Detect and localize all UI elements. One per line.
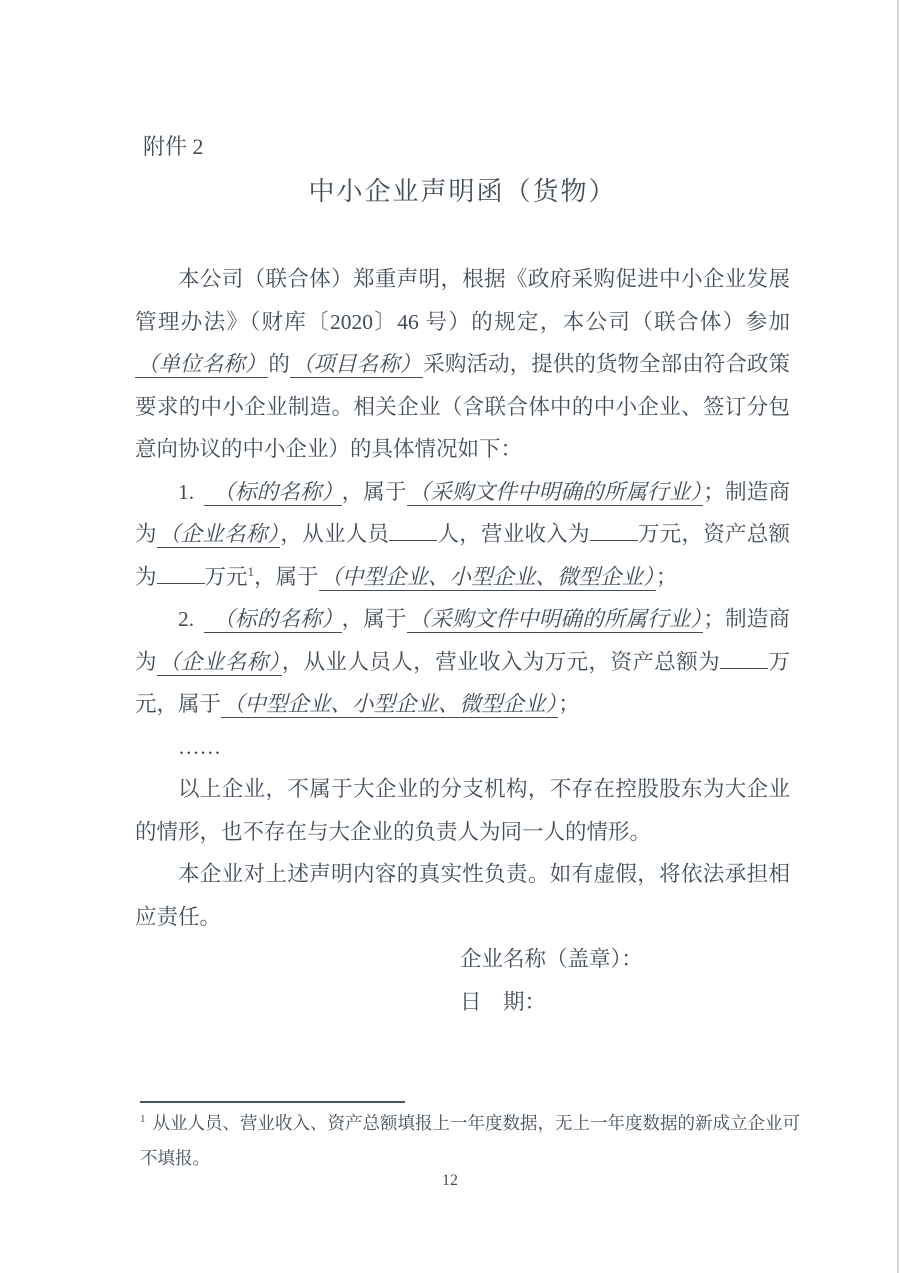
item1-number: 1.	[178, 479, 195, 504]
scan-edge-line	[897, 0, 899, 1273]
ellipsis-line: ……	[178, 734, 221, 759]
item1-text: 人，营业收入为	[437, 522, 590, 546]
item1-text: 万元，资产总额为	[135, 522, 790, 589]
item1-text: ，属于	[254, 564, 319, 589]
item1-text: ，从业人员	[280, 522, 390, 546]
placeholder-enterprise-types-1: （中型企业、小型企业、微型企业）	[320, 564, 654, 589]
footnote	[140, 1106, 800, 1176]
footnote-marker: 1	[140, 1113, 146, 1126]
placeholder-unit-name: （单位名称）	[137, 352, 267, 376]
item1-text: ，属于	[341, 479, 407, 504]
placeholder-company-name-2: （企业名称）	[158, 649, 280, 674]
item2-text: ，从业人员人，营业收入为万元，资产总额为	[281, 649, 721, 674]
footnote-separator	[140, 1101, 405, 1103]
declaration-tail: 采购活动，提供的货物全部由符合政策要求的中小企业制造。相关企业（含联合体中的中小企业、签订分包意向协议的中小企业）的具体情况如下：	[135, 352, 790, 461]
placeholder-industry-1: （采购文件中明确的所属行业）	[408, 479, 702, 504]
signature-date-line: 日 期：	[460, 989, 547, 1014]
placeholder-enterprise-types-2: （中型企业、小型企业、微型企业）	[223, 692, 557, 716]
paragraph-no-big-enterprise: 以上企业，不属于大企业的分支机构，不存在控股股东为大企业的情形，也不存在与大企业的负责人为同一人的情形。	[135, 777, 790, 844]
declaration-mid: 的	[268, 352, 290, 376]
blank-line-staff	[389, 519, 437, 542]
item1-text: ；制造商为	[135, 479, 790, 546]
document-body	[135, 258, 790, 1023]
list-item-1	[135, 471, 790, 599]
placeholder-industry-2: （采购文件中明确的所属行业）	[408, 607, 702, 631]
signature-company-line: 企业名称（盖章）：	[460, 947, 643, 971]
attachment-label: 附件 2	[143, 134, 204, 159]
item2-text: ，属于	[341, 607, 407, 631]
paragraph-declaration	[135, 258, 790, 471]
declaration-lead: 本公司（联合体）郑重声明，根据《政府采购促进中小企业发展管理办法》（财库〔2020〕46 号）的规定，本公司（联合体）参加	[135, 267, 790, 334]
placeholder-subject-name-1: （标的名称）	[204, 480, 342, 506]
blank-line-revenue	[590, 519, 638, 542]
document-title: 中小企业声明函（货物）	[308, 177, 617, 206]
placeholder-company-name-1: （企业名称）	[158, 522, 279, 546]
footnote-text: 从业人员、营业收入、资产总额填报上一年度数据，无上一年度数据的新成立企业可不填报。	[140, 1113, 800, 1168]
list-item-2	[135, 598, 790, 726]
paragraph-responsibility: 本企业对上述声明内容的真实性负责。如有虚假，将依法承担相应责任。	[135, 862, 790, 929]
placeholder-subject-name-2: （标的名称）	[204, 607, 342, 633]
placeholder-project-name: （项目名称）	[291, 352, 422, 376]
item2-number: 2.	[178, 607, 195, 631]
item1-text: ；	[655, 564, 678, 589]
item2-text: ；制造商为	[135, 607, 790, 674]
page-number: 12	[442, 1172, 458, 1189]
footnote-ref: 1	[247, 563, 255, 579]
item1-text: 万元	[204, 564, 248, 589]
item2-text: 万元，属于	[135, 649, 790, 716]
blank-line-assets-2	[720, 646, 768, 669]
item2-text: ；	[558, 692, 580, 716]
blank-line-assets	[157, 561, 205, 584]
